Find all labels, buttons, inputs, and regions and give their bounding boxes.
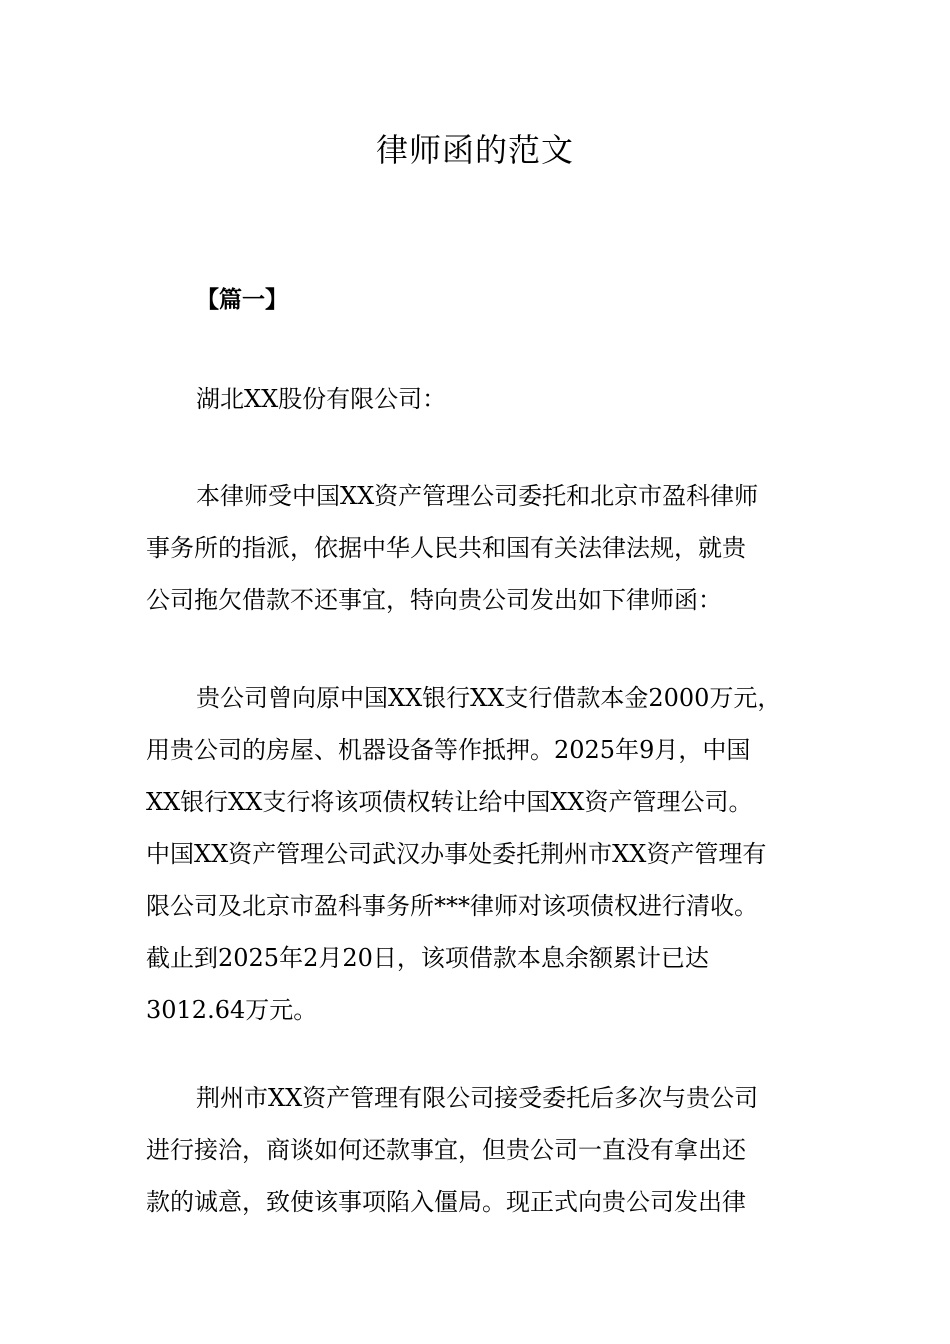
- paragraph-line: 中国XX资产管理公司武汉办事处委托荆州市XX资产管理有: [146, 840, 767, 868]
- paragraph-line: 截止到2025年2月20日，该项借款本息余额累计已达: [146, 944, 709, 972]
- paragraph-line: 本律师受中国XX资产管理公司委托和北京市盈科律师: [196, 482, 759, 510]
- paragraph-line: 用贵公司的房屋、机器设备等作抵押。2025年9月，中国: [146, 736, 751, 764]
- paragraph-line: 事务所的指派，依据中华人民共和国有关法律法规，就贵: [146, 534, 746, 562]
- document-title: 律师函的范文: [375, 131, 574, 169]
- paragraph-line: 进行接洽，商谈如何还款事宜，但贵公司一直没有拿出还: [146, 1136, 746, 1164]
- section-label: 【篇一】: [196, 287, 288, 313]
- paragraph-line: 限公司及北京市盈科事务所***律师对该项债权进行清收。: [146, 892, 758, 920]
- paragraph-2: [146, 672, 818, 1036]
- salutation: 湖北XX股份有限公司：: [196, 385, 447, 413]
- paragraph-line: 公司拖欠借款不还事宜，特向贵公司发出如下律师函：: [146, 586, 722, 614]
- paragraph-line: 款的诚意，致使该事项陷入僵局。现正式向贵公司发出律: [146, 1188, 746, 1216]
- paragraph-1: [146, 470, 818, 626]
- paragraph-3: [146, 1072, 818, 1228]
- paragraph-line: 贵公司曾向原中国XX银行XX支行借款本金2000万元，: [196, 684, 782, 712]
- paragraph-line: XX银行XX支行将该项债权转让给中国XX资产管理公司。: [146, 788, 753, 816]
- paragraph-line: 荆州市XX资产管理有限公司接受委托后多次与贵公司: [196, 1084, 759, 1112]
- paragraph-line: 3012.64万元。: [146, 996, 318, 1024]
